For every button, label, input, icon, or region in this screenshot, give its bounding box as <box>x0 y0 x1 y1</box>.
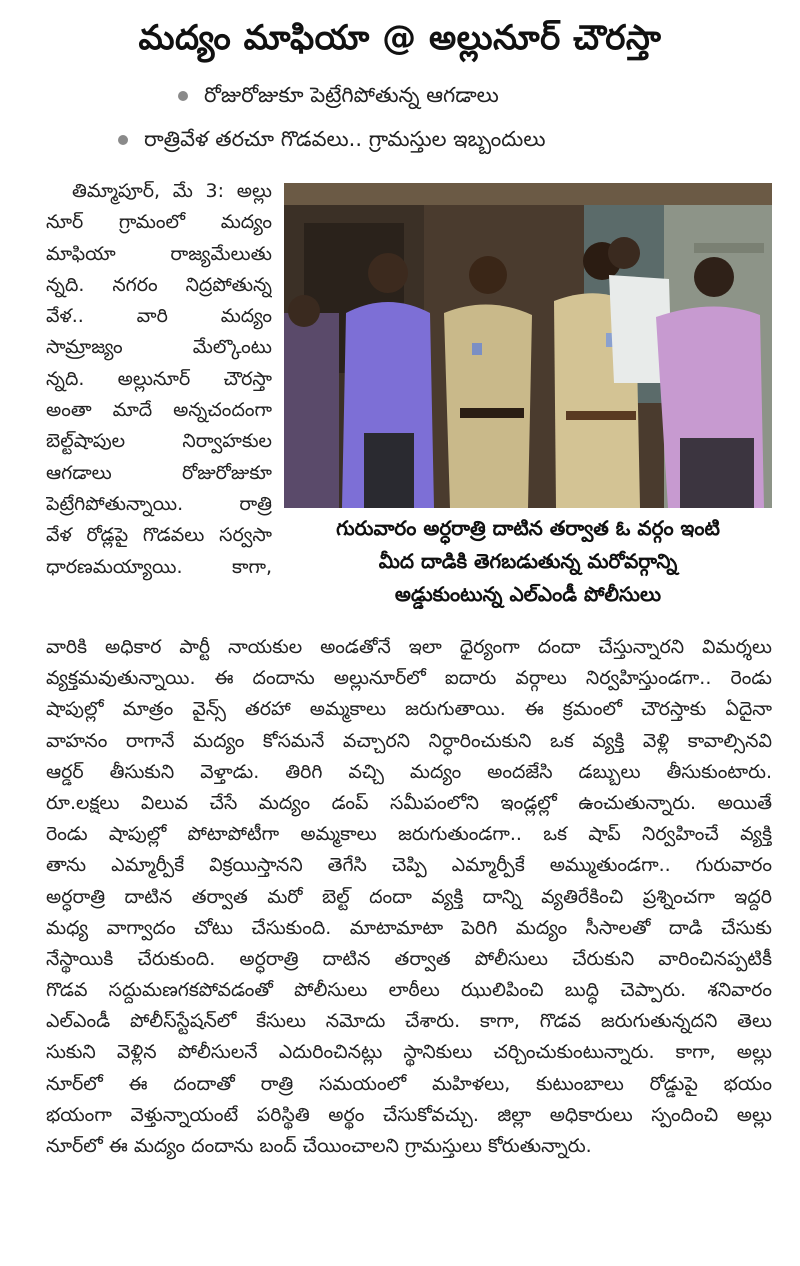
body-line: రెండు షాపుల్లో పోటాపోటీగా అమ్మకాలు జరుగుతుండగా.. ఒక షాప్ నిర్వహించే వ్యక్తి <box>46 823 772 846</box>
caption-line: మీద దాడికి తెగబడుతున్న మరోవర్గాన్ని <box>378 549 678 573</box>
body-line: అంతా మాదే అన్నచందంగా <box>46 399 272 422</box>
body-line: నూర్‌లో ఈ దందాతో రాత్రి సమయంలో మహిళలు, కుటుంబాలు రోడ్డుపై భయం <box>46 1072 772 1095</box>
body-line: వారికి అధికార పార్టీ నాయకుల అండతోనే ఇలా ధైర్యంగా దందా చేస్తున్నారని విమర్శలు <box>46 636 772 658</box>
subhead-1-text: రోజురోజుకూ పెట్రేగిపోతున్న ఆగడాలు <box>204 83 499 107</box>
body-line: ఆగడాలు రోజురోజుకూ <box>46 461 272 484</box>
body-line: బెల్ట్‌షాపుల నిర్వాహకుల <box>46 430 272 453</box>
body-line: మధ్య వాగ్వాదం చోటు చేసుకుంది. మాటామాటా పెరిగి మద్యం సీసాలతో దాడి చేసుకు <box>46 916 772 939</box>
caption-line: అడ్డుకుంటున్న ఎల్ఎండీ పోలీసులు <box>394 582 662 606</box>
body-line: మాఫియా రాజ్యమేలుతు <box>46 242 272 265</box>
body-line: తిమ్మాపూర్, మే 3: అల్లు <box>72 180 272 202</box>
body-line: ఎల్ఎండీ పోలీస్‌స్టేషన్‌లో కేసులు నమోదు చేశారు. కాగా, గొడవ జరుగుతున్నదని తెలు <box>46 1010 772 1033</box>
body-line: వేళ రోడ్లపై గొడవలు సర్వసా <box>46 524 272 547</box>
body-line: నూర్‌లో ఈ మద్యం దందాను బంద్ చేయించాలని గ్రామస్తులు కోరుతున్నారు. <box>46 1135 592 1157</box>
body-line: వ్యక్తమవుతున్నాయి. ఈ దందాను అల్లునూర్‌లో ఐదారు వర్గాలు నిర్వహిస్తుండగా.. రెండు <box>46 667 772 690</box>
subhead-1 <box>178 80 499 110</box>
body-line: సుకుని వెళ్లిన పోలీసులనే ఎదురించినట్లు స్థానికులు చర్చించుకుంటున్నారు. కాగా, అల్లు <box>46 1041 772 1064</box>
body-line: భయంగా వెళ్తున్నాయంటే పరిస్థితి అర్థం చేసుకోవచ్చు. జిల్లా అధికారులు స్పందించి అల్లు <box>46 1103 772 1126</box>
article-body-narrow <box>46 176 272 583</box>
body-line: వాహనం రాగానే మద్యం కోసమనే వచ్చారని నిర్ధారించుకుని ఒక వ్యక్తి వెళ్లి కావాల్సినవి <box>46 729 772 752</box>
news-photo-image <box>284 183 772 508</box>
body-line: గొడవ సద్దుమణగకపోవడంతో పోలీసులు లాఠీలు ఝులిపించి బుద్ధి చెప్పారు. శనివారం <box>46 979 772 1002</box>
photo-caption <box>284 512 772 611</box>
bullet-icon <box>118 135 128 145</box>
body-line: ధారణమయ్యాయి. కాగా, <box>46 555 272 578</box>
body-line: తాను ఎమ్మార్పీకే విక్రయిస్తానని తెగేసి చెప్పి ఎమ్మార్పీకే అమ్ముతుండగా.. గురువారం <box>46 854 772 877</box>
body-line: షాపుల్లో మాత్రం వైన్స్ తరహా అమ్మకాలు జరుగుతాయి. ఈ క్రమంలో చౌరస్తాకు ఏదైనా <box>46 698 772 721</box>
subhead-2-text: రాత్రివేళ తరచూ గొడవలు.. గ్రామస్తుల ఇబ్బందులు <box>144 127 546 151</box>
body-line: నేస్థాయికి చేరుకుంది. అర్ధరాత్రి దాటిన తర్వాత పోలీసులు చేరుకుని వారించినప్పటికీ <box>46 947 772 970</box>
bullet-icon <box>178 91 188 101</box>
body-line: పెట్రేగిపోతున్నాయి. రాత్రి <box>46 492 272 515</box>
article-body-wide <box>46 632 772 1162</box>
body-line: నూర్ గ్రామంలో మద్యం <box>46 211 272 234</box>
body-line: న్నది. నగరం నిద్రపోతున్న <box>46 273 272 296</box>
caption-line: గురువారం అర్ధరాత్రి దాటిన తర్వాత ఓ వర్గం ఇంటి <box>336 516 720 540</box>
article-headline: మద్యం మాఫియా @ అల్లునూర్ చౌరస్తా <box>138 18 662 58</box>
news-photo <box>284 183 772 508</box>
body-line: వేళ.. వారి మద్యం <box>46 305 272 328</box>
body-line: అర్ధరాత్రి దాటిన తర్వాత మరో బెల్ట్ దందా వ్యక్తి దాన్ని వ్యతిరేకించి ప్రశ్నించగా ఇద్దరి <box>46 885 772 908</box>
body-line: న్నది. అల్లునూర్ చౌరస్తా <box>46 367 272 390</box>
body-line: ఆర్డర్ తీసుకుని వెళ్తాడు. తిరిగి వచ్చి మద్యం అందజేసి డబ్బులు తీసుకుంటారు. <box>46 760 772 783</box>
body-line: సామ్రాజ్యం మేల్కొంటు <box>46 336 272 359</box>
body-line: రూ.లక్షలు విలువ చేసే మద్యం డంప్ సమీపంలోని ఇండ్లల్లో ఉంచుతున్నారు. అయితే <box>46 791 772 814</box>
subhead-2 <box>118 124 545 154</box>
